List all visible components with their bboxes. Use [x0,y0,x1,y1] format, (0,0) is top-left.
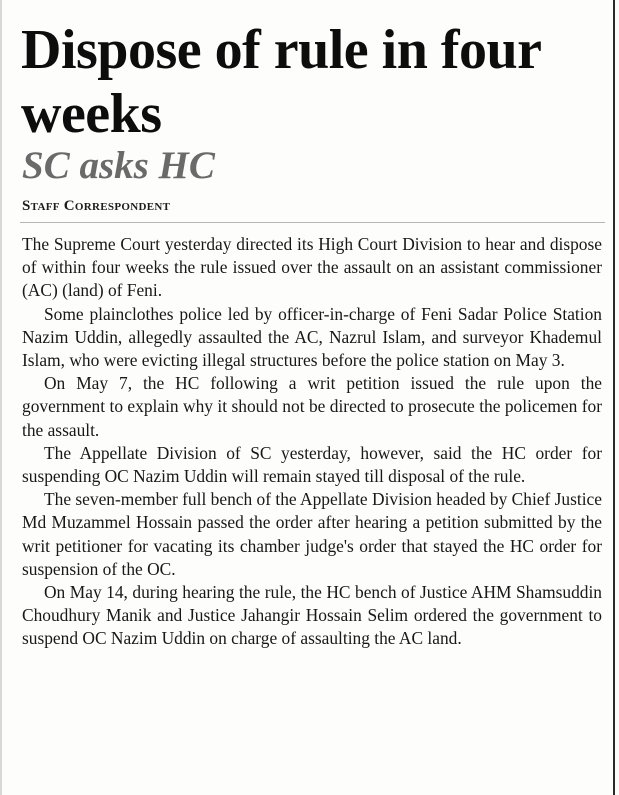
paragraph-1: The Supreme Court yesterday directed its High Court Division to hear and dispose of within four weeks the rule issued over the assault on an assistant commissioner (AC) (land) of Feni. [22,234,602,301]
headline: Dispose of rule in four weeks [21,19,541,145]
byline: Staff Correspondent [22,198,171,214]
paragraph-2: Some plainclothes police led by officer-in-charge of Feni Sadar Police Station Nazim Uddin, allegedly assaulted the AC, Nazrul Islam, and surveyor Khademul Islam, who were evicting illegal structures before the police station on May 3. [22,303,602,371]
subheadline: SC asks HC [22,144,215,187]
paragraph-5: The seven-member full bench of the Appellate Division headed by Chief Justice Md Muzammel Hossain passed the order after hearing a petition submitted by the writ petitioner for vacating its chamber judge's order that stayed the HC order for suspension of the OC. [22,489,602,579]
clipping-right-edge [613,0,615,795]
paragraph-3: On May 7, the HC following a writ petition issued the rule upon the government to explain why it should not be directed to prosecute the policemen for the assault. [22,373,602,440]
paragraph-4: The Appellate Division of SC yesterday, however, said the HC order for suspending OC Nazim Uddin will remain stayed till disposal of the rule. [22,442,602,487]
paragraph-6: On May 14, during hearing the rule, the HC bench of Justice AHM Shamsuddin Choudhury Manik and Justice Jahangir Hossain Selim ordered the government to suspend OC Nazim Uddin on charge of assaulting the AC land. [22,582,602,649]
byline-divider [20,222,605,223]
clipping-left-edge [0,0,2,795]
article-body [22,233,602,651]
